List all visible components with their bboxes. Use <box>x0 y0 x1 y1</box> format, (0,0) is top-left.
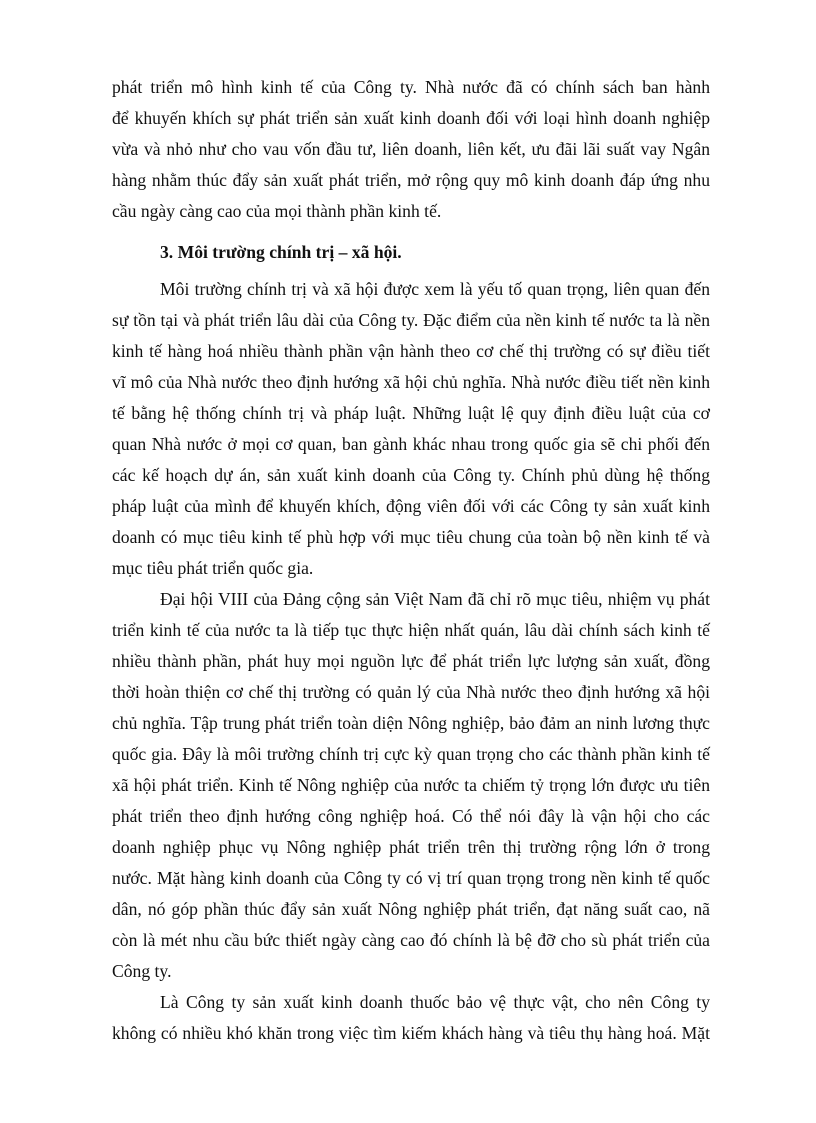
text-line: pháp luật của mình để khuyến khích, động viên đối với các Công ty sản xuất kinh <box>112 496 710 516</box>
paragraph-political-environment <box>112 274 710 584</box>
text-line: kinh tế hàng hoá nhiều thành phần vận hành theo cơ chế thị trường có sự điều tiết <box>112 341 710 361</box>
text-line: các kế hoạch dự án, sản xuất kinh doanh của Công ty. Chính phủ dùng hệ thống <box>112 465 710 485</box>
text-line: Môi trường chính trị và xã hội được xem là yếu tố quan trọng, liên quan đến <box>160 279 710 299</box>
text-line: phát triển mô hình kinh tế của Công ty. Nhà nước đã có chính sách ban hành <box>112 77 710 97</box>
text-line: sự tồn tại và phát triển lâu dài của Công ty. Đặc điểm của nền kinh tế nước ta là nền <box>112 310 710 330</box>
text-line: mục tiêu phát triển quốc gia. <box>112 558 314 578</box>
text-line: doanh nghiệp phục vụ Nông nghiệp phát triển trên thị trường rộng lớn ở trong <box>112 837 710 857</box>
text-line: Là Công ty sản xuất kinh doanh thuốc bảo vệ thực vật, cho nên Công ty <box>160 992 710 1012</box>
text-line: chủ nghĩa. Tập trung phát triển toàn diện Nông nghiệp, bảo đảm an ninh lương thực <box>112 713 710 733</box>
text-line: thời hoàn thiện cơ chế thị trường có quản lý của Nhà nước theo định hướng xã hội <box>112 682 710 702</box>
text-line: triển kinh tế của nước ta là tiếp tục thực hiện nhất quán, lâu dài chính sách kinh tế <box>112 620 710 640</box>
text-line: nhiều thành phần, phát huy mọi nguồn lực để phát triển lực lượng sản xuất, đồng <box>112 651 710 671</box>
text-line: doanh có mục tiêu kinh tế phù hợp với mục tiêu chung của toàn bộ nền kinh tế và <box>112 527 710 547</box>
text-line: Công ty. <box>112 961 172 981</box>
text-line: dân, nó góp phần thúc đẩy sản xuất Nông nghiệp phát triển, đạt năng suất cao, nã <box>112 899 710 919</box>
text-line: nước. Mặt hàng kinh doanh của Công ty có vị trí quan trọng trong nền kinh tế quốc <box>112 868 710 888</box>
text-line: cầu ngày càng cao của mọi thành phần kinh tế. <box>112 201 442 221</box>
paragraph-party-congress <box>112 584 710 987</box>
document-page <box>112 72 710 1049</box>
text-line: để khuyến khích sự phát triển sản xuất kinh doanh đối với loại hình doanh nghiệp <box>112 108 710 128</box>
text-line: xã hội phát triển. Kinh tế Nông nghiệp của nước ta chiếm tỷ trọng lớn được ưu tiên <box>112 775 710 795</box>
text-line: phát triển theo định hướng công nghiệp hoá. Có thể nói đây là vận hội cho các <box>112 806 710 826</box>
text-line: quốc gia. Đây là môi trường chính trị cực kỳ quan trọng cho các thành phần kinh tế <box>112 744 710 764</box>
text-line: vĩ mô của Nhà nước theo định hướng xã hội chủ nghĩa. Nhà nước điều tiết nền kinh <box>112 372 710 392</box>
text-line: không có nhiều khó khăn trong việc tìm kiếm khách hàng và tiêu thụ hàng hoá. Mặt <box>112 1023 710 1043</box>
text-line: còn là mét nhu cầu bức thiết ngày càng cao đó chính là bệ đỡ cho sù phát triển của <box>112 930 710 950</box>
text-line: tế bằng hệ thống chính trị và pháp luật. Những luật lệ quy định điều luật của cơ <box>112 403 710 423</box>
paragraph-economic-policy <box>112 72 710 227</box>
text-line: hàng nhằm thúc đẩy sản xuất phát triển, mở rộng quy mô kinh doanh đáp ứng nhu <box>112 170 710 190</box>
section-heading: 3. Môi trường chính trị – xã hội. <box>160 242 402 262</box>
text-line: quan Nhà nước ở mọi cơ quan, ban gành khác nhau trong quốc gia sẽ chi phối đến <box>112 434 710 454</box>
paragraph-company-pesticides <box>112 987 710 1049</box>
text-line: Đại hội VIII của Đảng cộng sản Việt Nam đã chỉ rõ mục tiêu, nhiệm vụ phát <box>160 589 710 609</box>
text-line: vừa và nhỏ như cho vau vốn đầu tư, liên doanh, liên kết, ưu đãi lãi suất vay Ngân <box>112 139 710 159</box>
